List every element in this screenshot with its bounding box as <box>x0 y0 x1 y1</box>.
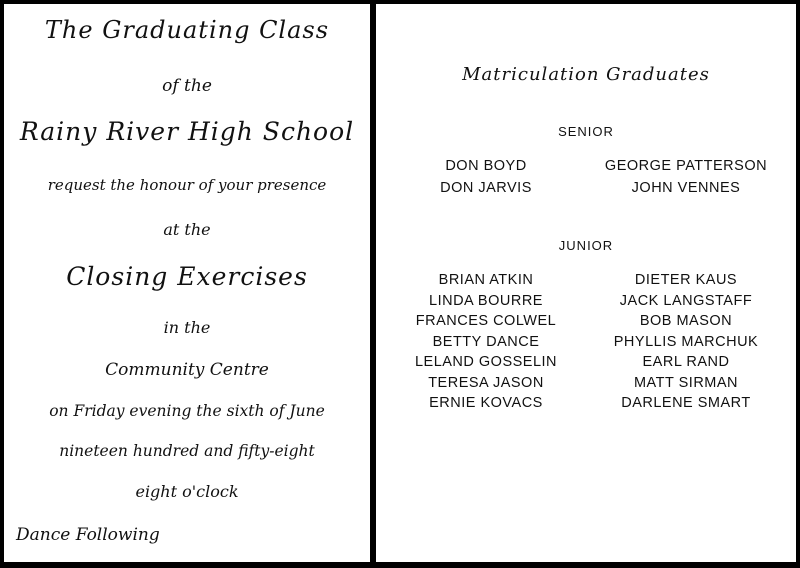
graduates-title: Matriculation Graduates <box>462 64 710 85</box>
senior-list-left <box>396 155 576 199</box>
school-name: Rainy River High School <box>19 117 355 146</box>
junior-list-right <box>576 270 796 414</box>
event-time: eight o'clock <box>135 482 239 501</box>
graduate-name: ERNIE KOVACS <box>429 395 543 411</box>
dance-note: Dance Following <box>16 525 160 545</box>
invitation-line: at the <box>163 220 211 239</box>
graduate-name: TERESA JASON <box>428 374 544 391</box>
graduate-name: JOHN VENNES <box>631 180 741 196</box>
invitation-line: in the <box>163 318 211 337</box>
graduate-name: DON JARVIS <box>440 180 532 196</box>
invitation-line: of the <box>162 76 212 96</box>
invitation-panel <box>4 4 370 562</box>
invitation-heading: The Graduating Class <box>44 16 330 44</box>
graduate-name: GEORGE PATTERSON <box>604 158 768 174</box>
graduate-name: BOB MASON <box>639 313 733 329</box>
graduate-name: DON BOYD <box>445 158 527 174</box>
invitation-line: request the honour of your presence <box>47 176 327 194</box>
graduate-name: LINDA BOURRE <box>429 292 543 309</box>
event-year: nineteen hundred and fifty-eight <box>59 442 315 460</box>
junior-heading: JUNIOR <box>558 238 614 253</box>
senior-list-right <box>576 155 796 199</box>
event-name: Closing Exercises <box>66 262 308 291</box>
graduate-name: MATT SIRMAN <box>633 374 739 391</box>
graduate-name: DARLENE SMART <box>621 395 751 411</box>
graduate-name: FRANCES COLWEL <box>415 313 557 329</box>
senior-heading: SENIOR <box>558 124 614 139</box>
graduate-name: JACK LANGSTAFF <box>619 292 753 309</box>
graduate-name: DIETER KAUS <box>634 272 738 288</box>
graduate-name: BRIAN ATKIN <box>438 272 534 288</box>
junior-list-left <box>396 270 576 414</box>
graduate-name: PHYLLIS MARCHUK <box>613 333 759 350</box>
venue-name: Community Centre <box>105 360 269 380</box>
graduate-name: BETTY DANCE <box>432 333 540 350</box>
graduates-panel <box>376 4 796 562</box>
graduate-name: LELAND GOSSELIN <box>414 354 558 370</box>
event-date: on Friday evening the sixth of June <box>49 402 325 420</box>
graduate-name: EARL RAND <box>642 354 730 370</box>
